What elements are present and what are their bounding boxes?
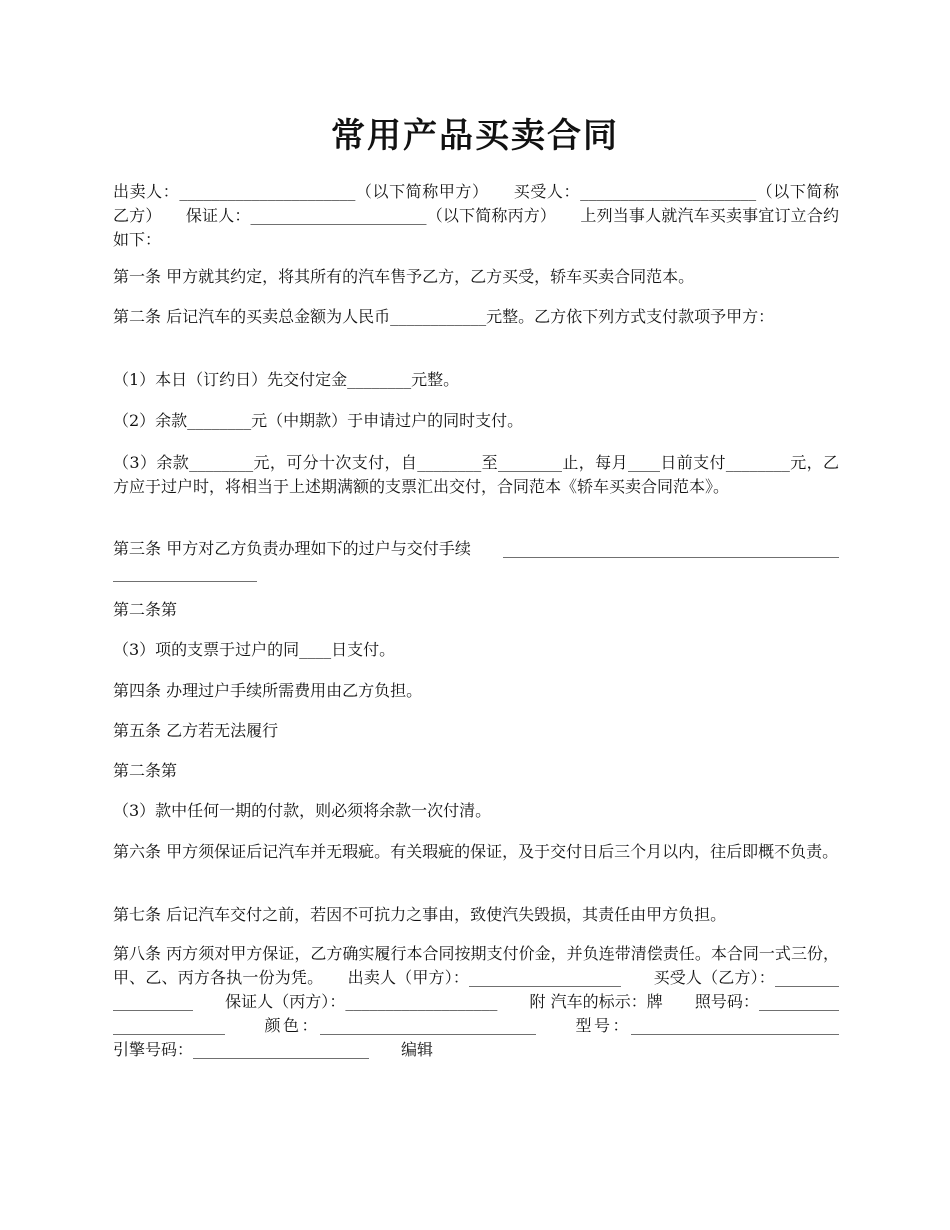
article-1: 第一条 甲方就其约定，将其所有的汽车售予乙方，乙方买受，轿车买卖合同范本。 xyxy=(113,267,695,286)
article-3: 第三条 甲方对乙方负责办理如下的过户与交付手续 ____________________________________________________________ xyxy=(113,539,839,582)
article-ref-1-item: （3）项的支票于过户的同____日支付。 xyxy=(113,640,396,659)
article-8-and-signatures: 第八条 丙方须对甲方保证，乙方确实履行本合同按期支付价金，并负连带清偿责任。本合同一式三份，甲、乙、丙方各执一份为凭。 出卖人（甲方）：___________________ 买受人（乙方）：__________________ 保证人（丙方）：___________________ 附 汽车的标示：牌 照号码：________________________ 颜色：___________________________ 型号：__________________________ 引擎号码：______________________ 编辑 xyxy=(113,944,872,1059)
article-2-item-2: （2）余款________元（中期款）于申请过户的同时支付。 xyxy=(113,411,524,430)
document-title: 常用产品买卖合同 xyxy=(331,116,619,156)
parties-clause: 出卖人：______________________（以下简称甲方） 买受人：______________________（以下简称乙方） 保证人：______________________（以下简称丙方） 上列当事人就汽车买卖事宜订立合约如下： xyxy=(113,182,839,249)
article-2: 第二条 后记汽车的买卖总金额为人民币____________元整。乙方依下列方式支付款项予甲方： xyxy=(113,307,775,326)
article-2-item-1: （1）本日（订约日）先交付定金________元整。 xyxy=(113,370,460,389)
article-4: 第四条 办理过户手续所需费用由乙方负担。 xyxy=(113,681,423,700)
article-7: 第七条 后记汽车交付之前，若因不可抗力之事由，致使汽失毁损，其责任由甲方负担。 xyxy=(113,905,727,924)
article-2-item-3: （3）余款________元，可分十次支付，自________至________止，每月____日前支付________元，乙方应于过户时，将相当于上述期满额的支票汇出交付，合同范本《轿车买卖合同范本》。 xyxy=(113,453,839,496)
article-ref-1: 第二条第 xyxy=(113,600,178,619)
article-5: 第五条 乙方若无法履行 xyxy=(113,721,279,740)
article-ref-2: 第二条第 xyxy=(113,761,178,780)
article-6: 第六条 甲方须保证后记汽车并无瑕疵。有关瑕疵的保证，及于交付日后三个月以内，往后即概不负责。 xyxy=(113,842,839,861)
article-ref-2-item: （3）款中任何一期的付款，则必须将余款一次付清。 xyxy=(113,801,492,820)
